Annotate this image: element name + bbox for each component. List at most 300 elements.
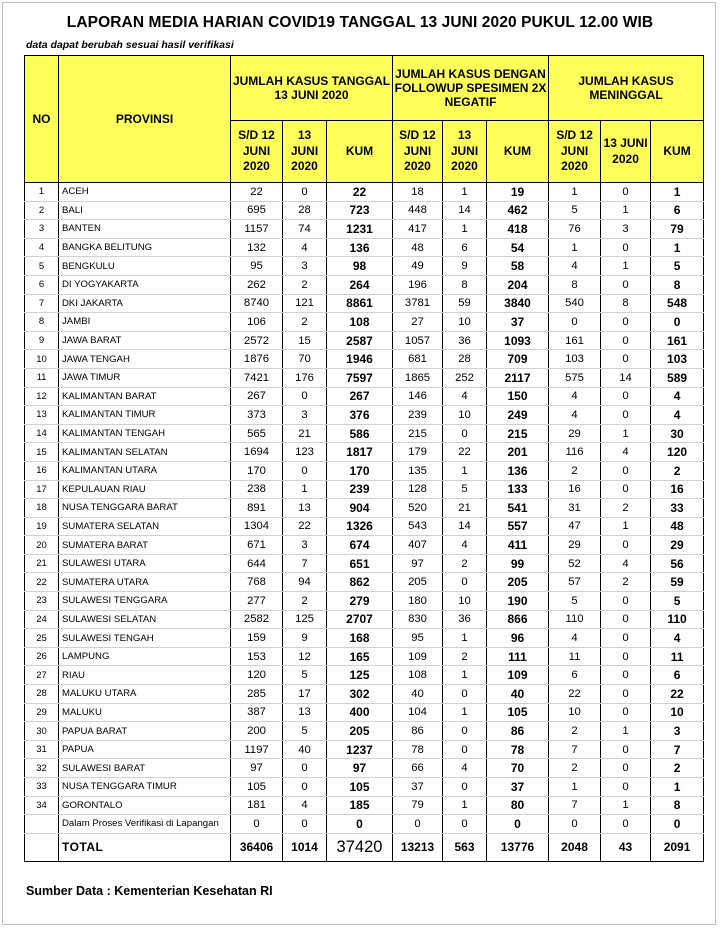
case-value: 4 [443, 536, 487, 555]
case-value: 0 [549, 815, 601, 834]
case-value: 8740 [231, 294, 283, 313]
header-provinsi: PROVINSI [59, 56, 231, 183]
row-number: 27 [25, 666, 59, 685]
case-value: 407 [393, 536, 443, 555]
case-value: 1876 [231, 350, 283, 369]
case-value: 262 [231, 275, 283, 294]
table-row [25, 629, 704, 648]
province-name: SUMATERA UTARA [59, 573, 231, 592]
row-number: 16 [25, 461, 59, 480]
case-value: 40 [283, 740, 327, 759]
case-value: 52 [549, 554, 601, 573]
case-value: 7597 [327, 368, 393, 387]
case-value: 1 [601, 201, 651, 220]
case-value: 1157 [231, 220, 283, 239]
case-value: 2 [651, 759, 704, 778]
case-value: 2 [601, 499, 651, 518]
row-number [25, 815, 59, 834]
table-row [25, 517, 704, 536]
table-row [25, 573, 704, 592]
header-day-kasus: 13 JUNI 2020 [283, 121, 327, 183]
case-value: 3 [283, 536, 327, 555]
case-value: 120 [651, 443, 704, 462]
province-name: NUSA TENGGARA TIMUR [59, 778, 231, 797]
case-value: 79 [393, 796, 443, 815]
case-value: 19 [487, 183, 549, 202]
case-value: 2 [283, 313, 327, 332]
case-value: 16 [651, 480, 704, 499]
case-value: 17 [283, 685, 327, 704]
case-value: 0 [327, 815, 393, 834]
table-body [25, 183, 704, 834]
row-number: 14 [25, 424, 59, 443]
case-value: 2 [283, 275, 327, 294]
case-value: 80 [487, 796, 549, 815]
case-value: 1 [443, 666, 487, 685]
table-row [25, 238, 704, 257]
case-value: 110 [549, 610, 601, 629]
case-value: 201 [487, 443, 549, 462]
total-value: 563 [443, 833, 487, 861]
case-value: 0 [231, 815, 283, 834]
case-value: 105 [231, 778, 283, 797]
case-value: 70 [283, 350, 327, 369]
province-name: BANGKA BELITUNG [59, 238, 231, 257]
case-value: 5 [651, 592, 704, 611]
case-value: 0 [651, 313, 704, 332]
case-value: 123 [283, 443, 327, 462]
case-value: 29 [651, 536, 704, 555]
case-value: 448 [393, 201, 443, 220]
province-name: PAPUA BARAT [59, 722, 231, 741]
table-row [25, 778, 704, 797]
province-name: GORONTALO [59, 796, 231, 815]
case-value: 21 [283, 424, 327, 443]
case-value: 279 [327, 592, 393, 611]
case-value: 36 [443, 331, 487, 350]
case-value: 2 [443, 647, 487, 666]
case-value: 10 [549, 703, 601, 722]
table-row [25, 424, 704, 443]
case-value: 136 [487, 461, 549, 480]
case-value: 2 [549, 722, 601, 741]
case-value: 565 [231, 424, 283, 443]
row-number: 20 [25, 536, 59, 555]
case-value: 161 [549, 331, 601, 350]
case-value: 200 [231, 722, 283, 741]
table-row [25, 387, 704, 406]
case-value: 264 [327, 275, 393, 294]
case-value: 109 [393, 647, 443, 666]
province-name: KALIMANTAN TENGAH [59, 424, 231, 443]
table-row [25, 313, 704, 332]
row-number: 32 [25, 759, 59, 778]
case-value: 2 [549, 461, 601, 480]
case-value: 1304 [231, 517, 283, 536]
case-value: 681 [393, 350, 443, 369]
table-row [25, 685, 704, 704]
case-value: 105 [327, 778, 393, 797]
table-row [25, 183, 704, 202]
total-value: 13213 [393, 833, 443, 861]
case-value: 540 [549, 294, 601, 313]
case-value: 1237 [327, 740, 393, 759]
total-value: 13776 [487, 833, 549, 861]
case-value: 11 [651, 647, 704, 666]
table-row [25, 796, 704, 815]
table-row [25, 592, 704, 611]
case-value: 180 [393, 592, 443, 611]
case-value: 0 [443, 573, 487, 592]
case-value: 121 [283, 294, 327, 313]
case-value: 36 [443, 610, 487, 629]
header-kum-followup: KUM [487, 121, 549, 183]
case-value: 1 [443, 703, 487, 722]
province-name: JAWA TENGAH [59, 350, 231, 369]
case-value: 97 [393, 554, 443, 573]
case-value: 170 [327, 461, 393, 480]
case-value: 48 [393, 238, 443, 257]
case-value: 8 [443, 275, 487, 294]
case-value: 891 [231, 499, 283, 518]
header-sd-followup: S/D 12 JUNI 2020 [393, 121, 443, 183]
case-value: 22 [327, 183, 393, 202]
province-name: KEPULAUAN RIAU [59, 480, 231, 499]
case-value: 411 [487, 536, 549, 555]
case-value: 0 [601, 313, 651, 332]
case-value: 22 [231, 183, 283, 202]
table-row [25, 759, 704, 778]
case-value: 1 [549, 778, 601, 797]
case-value: 22 [651, 685, 704, 704]
case-value: 252 [443, 368, 487, 387]
case-value: 215 [487, 424, 549, 443]
table-row [25, 740, 704, 759]
table-row [25, 499, 704, 518]
row-number: 5 [25, 257, 59, 276]
case-value: 8 [601, 294, 651, 313]
province-name: MALUKU UTARA [59, 685, 231, 704]
case-value: 15 [283, 331, 327, 350]
header-followup: JUMLAH KASUS DENGAN FOLLOWUP SPESIMEN 2X NEGATIF [393, 56, 549, 121]
row-number: 17 [25, 480, 59, 499]
case-value: 2 [549, 759, 601, 778]
row-number: 10 [25, 350, 59, 369]
case-value: 651 [327, 554, 393, 573]
row-number: 9 [25, 331, 59, 350]
case-value: 12 [283, 647, 327, 666]
case-value: 103 [651, 350, 704, 369]
case-value: 4 [549, 406, 601, 425]
case-value: 2 [651, 461, 704, 480]
case-value: 249 [487, 406, 549, 425]
case-value: 10 [443, 406, 487, 425]
case-value: 7421 [231, 368, 283, 387]
table-row [25, 406, 704, 425]
province-name: SUMATERA SELATAN [59, 517, 231, 536]
case-value: 418 [487, 220, 549, 239]
province-name: SULAWESI TENGAH [59, 629, 231, 648]
province-name: JAWA BARAT [59, 331, 231, 350]
case-value: 387 [231, 703, 283, 722]
case-value: 0 [601, 703, 651, 722]
table-row [25, 703, 704, 722]
case-value: 1326 [327, 517, 393, 536]
case-value: 6 [651, 666, 704, 685]
table-row [25, 461, 704, 480]
province-name: BALI [59, 201, 231, 220]
province-name: KALIMANTAN TIMUR [59, 406, 231, 425]
case-value: 9 [283, 629, 327, 648]
case-value: 70 [487, 759, 549, 778]
case-value: 6 [443, 238, 487, 257]
case-value: 59 [443, 294, 487, 313]
total-label: TOTAL [59, 833, 231, 861]
case-value: 267 [231, 387, 283, 406]
case-value: 541 [487, 499, 549, 518]
row-number: 19 [25, 517, 59, 536]
case-value: 768 [231, 573, 283, 592]
case-value: 125 [327, 666, 393, 685]
province-name: JAWA TIMUR [59, 368, 231, 387]
case-value: 8861 [327, 294, 393, 313]
case-value: 181 [231, 796, 283, 815]
case-value: 462 [487, 201, 549, 220]
case-value: 1 [549, 238, 601, 257]
table-row [25, 331, 704, 350]
table-header [25, 56, 704, 183]
province-name: RIAU [59, 666, 231, 685]
case-value: 5 [651, 257, 704, 276]
case-value: 40 [393, 685, 443, 704]
case-value: 37 [487, 313, 549, 332]
case-value: 9 [443, 257, 487, 276]
case-value: 1 [601, 424, 651, 443]
case-value: 176 [283, 368, 327, 387]
case-value: 48 [651, 517, 704, 536]
case-value: 0 [283, 759, 327, 778]
case-value: 1057 [393, 331, 443, 350]
total-value: 2048 [549, 833, 601, 861]
case-value: 58 [487, 257, 549, 276]
table-row [25, 647, 704, 666]
row-number: 7 [25, 294, 59, 313]
case-value: 18 [393, 183, 443, 202]
province-name: JAMBI [59, 313, 231, 332]
case-value: 0 [601, 759, 651, 778]
case-value: 128 [393, 480, 443, 499]
case-value: 674 [327, 536, 393, 555]
case-value: 179 [393, 443, 443, 462]
province-name: KALIMANTAN BARAT [59, 387, 231, 406]
province-name: BANTEN [59, 220, 231, 239]
case-value: 5 [443, 480, 487, 499]
case-value: 1 [601, 796, 651, 815]
row-number: 23 [25, 592, 59, 611]
case-value: 0 [283, 815, 327, 834]
table-row [25, 610, 704, 629]
header-no: NO [25, 56, 59, 183]
case-value: 104 [393, 703, 443, 722]
case-value: 2582 [231, 610, 283, 629]
case-value: 1817 [327, 443, 393, 462]
case-value: 2 [283, 592, 327, 611]
case-value: 695 [231, 201, 283, 220]
case-value: 0 [601, 406, 651, 425]
case-value: 135 [393, 461, 443, 480]
case-value: 13 [283, 499, 327, 518]
row-number: 11 [25, 368, 59, 387]
row-number: 22 [25, 573, 59, 592]
case-value: 548 [651, 294, 704, 313]
row-number: 15 [25, 443, 59, 462]
case-value: 2 [443, 554, 487, 573]
case-value: 99 [487, 554, 549, 573]
case-value: 238 [231, 480, 283, 499]
case-value: 13 [283, 703, 327, 722]
case-value: 97 [327, 759, 393, 778]
case-value: 3840 [487, 294, 549, 313]
case-value: 1231 [327, 220, 393, 239]
case-value: 2707 [327, 610, 393, 629]
row-number: 29 [25, 703, 59, 722]
header-kum-meninggal: KUM [651, 121, 704, 183]
case-value: 116 [549, 443, 601, 462]
case-value: 146 [393, 387, 443, 406]
case-value: 0 [601, 685, 651, 704]
row-number: 24 [25, 610, 59, 629]
case-value: 86 [393, 722, 443, 741]
case-value: 7 [651, 740, 704, 759]
case-value: 0 [601, 350, 651, 369]
case-value: 97 [231, 759, 283, 778]
case-value: 1 [651, 778, 704, 797]
row-number: 21 [25, 554, 59, 573]
row-number: 28 [25, 685, 59, 704]
case-value: 0 [601, 647, 651, 666]
case-value: 575 [549, 368, 601, 387]
table-row [25, 257, 704, 276]
case-value: 168 [327, 629, 393, 648]
total-value: 2091 [651, 833, 704, 861]
case-value: 10 [651, 703, 704, 722]
case-value: 0 [601, 666, 651, 685]
table-row [25, 536, 704, 555]
case-value: 16 [549, 480, 601, 499]
case-value: 7 [549, 796, 601, 815]
case-value: 4 [651, 406, 704, 425]
total-value: 43 [601, 833, 651, 861]
case-value: 74 [283, 220, 327, 239]
case-value: 557 [487, 517, 549, 536]
province-name: KALIMANTAN UTARA [59, 461, 231, 480]
case-value: 125 [283, 610, 327, 629]
case-value: 0 [443, 740, 487, 759]
case-value: 4 [549, 387, 601, 406]
case-value: 376 [327, 406, 393, 425]
row-number: 31 [25, 740, 59, 759]
case-value: 109 [487, 666, 549, 685]
header-jumlah-kasus: JUMLAH KASUS TANGGAL 13 JUNI 2020 [231, 56, 393, 121]
table-row [25, 201, 704, 220]
total-value: 37420 [327, 833, 393, 861]
case-value: 5 [283, 722, 327, 741]
case-value: 103 [549, 350, 601, 369]
case-value: 866 [487, 610, 549, 629]
case-value: 78 [487, 740, 549, 759]
case-value: 0 [443, 722, 487, 741]
case-value: 120 [231, 666, 283, 685]
case-value: 2 [601, 573, 651, 592]
case-value: 14 [443, 517, 487, 536]
case-value: 373 [231, 406, 283, 425]
verification-note: data dapat berubah sesuai hasil verifikasi [26, 39, 234, 51]
row-number: 2 [25, 201, 59, 220]
table-row [25, 666, 704, 685]
case-value: 11 [549, 647, 601, 666]
data-source: Sumber Data : Kementerian Kesehatan RI [26, 884, 273, 898]
case-value: 161 [651, 331, 704, 350]
case-value: 302 [327, 685, 393, 704]
case-value: 3 [651, 722, 704, 741]
case-value: 0 [283, 387, 327, 406]
case-value: 132 [231, 238, 283, 257]
case-value: 644 [231, 554, 283, 573]
case-value: 0 [487, 815, 549, 834]
table-row [25, 815, 704, 834]
case-value: 78 [393, 740, 443, 759]
case-value: 94 [283, 573, 327, 592]
case-value: 0 [601, 275, 651, 294]
total-value: 36406 [231, 833, 283, 861]
case-value: 33 [651, 499, 704, 518]
table-row [25, 368, 704, 387]
case-value: 190 [487, 592, 549, 611]
case-value: 904 [327, 499, 393, 518]
case-value: 47 [549, 517, 601, 536]
case-value: 49 [393, 257, 443, 276]
case-value: 1 [601, 722, 651, 741]
case-value: 4 [651, 387, 704, 406]
case-value: 54 [487, 238, 549, 257]
case-value: 0 [601, 461, 651, 480]
case-value: 1 [443, 183, 487, 202]
case-value: 4 [601, 554, 651, 573]
case-value: 165 [327, 647, 393, 666]
case-value: 136 [327, 238, 393, 257]
case-value: 1865 [393, 368, 443, 387]
case-value: 98 [327, 257, 393, 276]
case-value: 6 [549, 666, 601, 685]
case-value: 185 [327, 796, 393, 815]
case-value: 2587 [327, 331, 393, 350]
case-value: 3781 [393, 294, 443, 313]
case-value: 830 [393, 610, 443, 629]
header-kum-kasus: KUM [327, 121, 393, 183]
row-number: 13 [25, 406, 59, 425]
row-number: 33 [25, 778, 59, 797]
province-name: DI YOGYAKARTA [59, 275, 231, 294]
case-value: 0 [601, 629, 651, 648]
case-value: 28 [283, 201, 327, 220]
case-value: 40 [487, 685, 549, 704]
total-no-cell [25, 833, 59, 861]
table-row [25, 220, 704, 239]
case-value: 1 [443, 220, 487, 239]
table-row [25, 480, 704, 499]
row-number: 4 [25, 238, 59, 257]
row-number: 3 [25, 220, 59, 239]
